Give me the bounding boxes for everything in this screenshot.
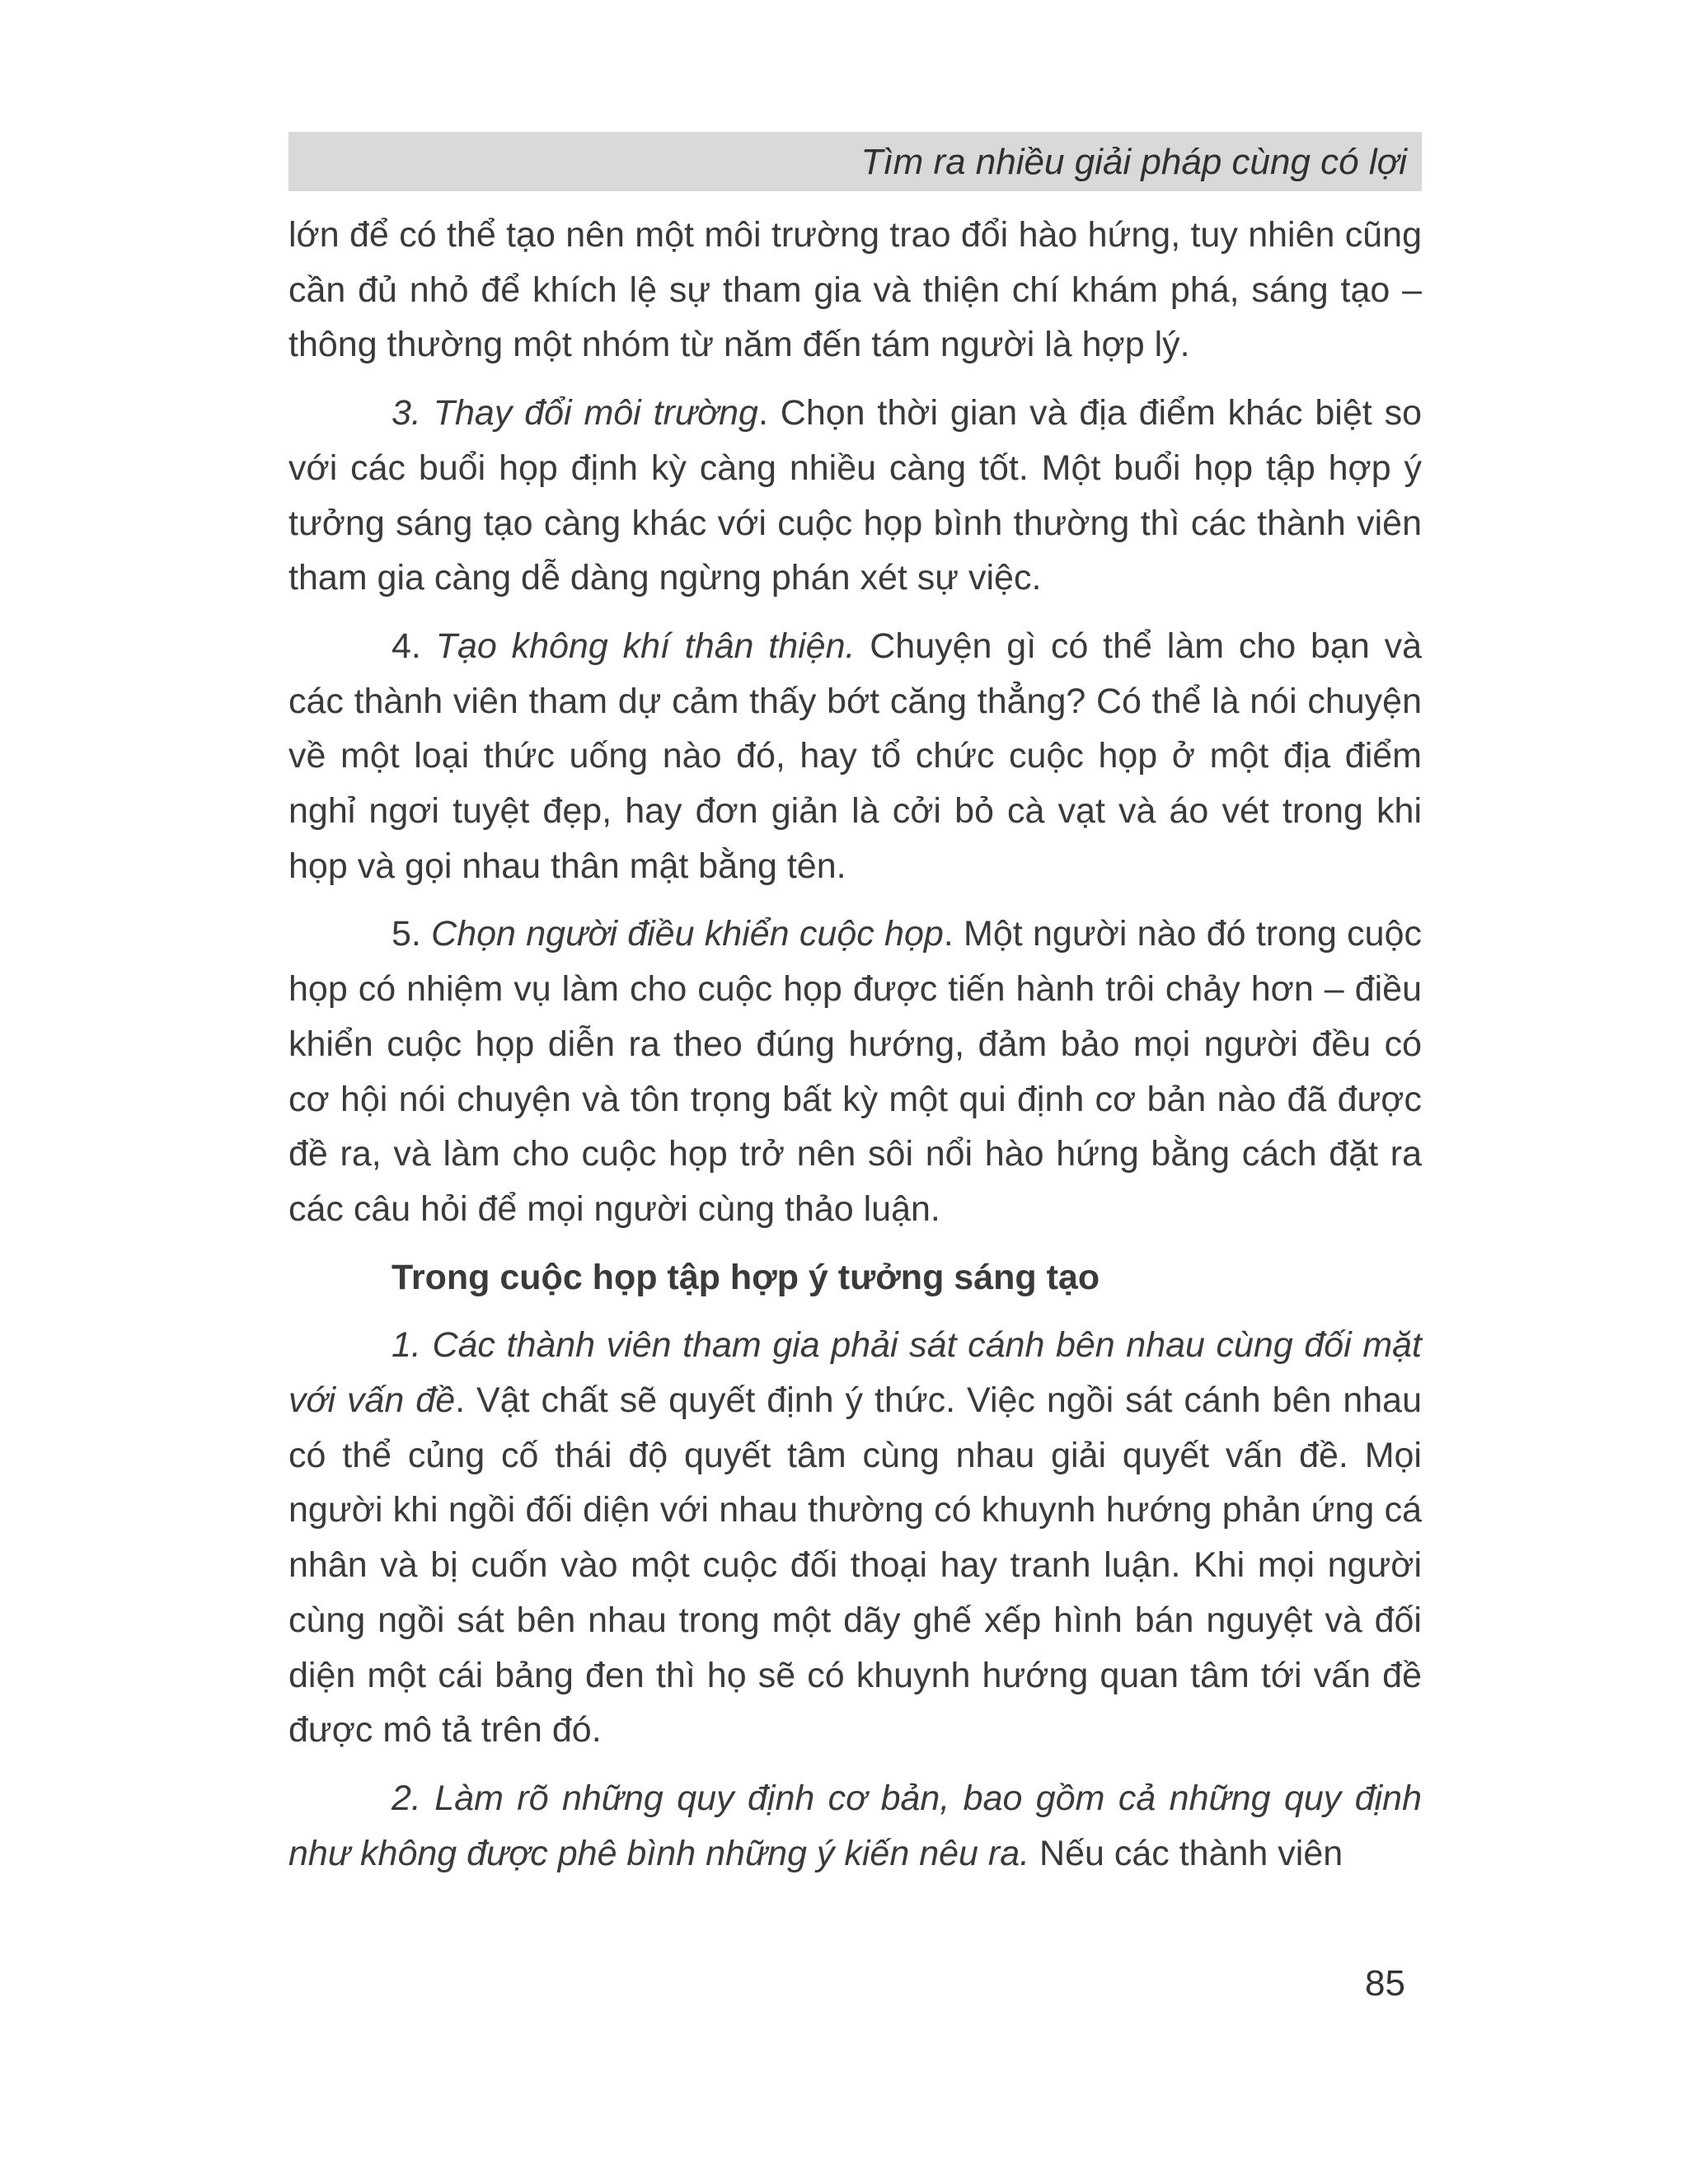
- paragraph-friendly-atmosphere: [288, 619, 1422, 894]
- paragraph-lead: Tạo không khí thân thiện.: [435, 626, 856, 666]
- section-heading: Trong cuộc họp tập hợp ý tưởng sáng tạo: [392, 1257, 1100, 1297]
- paragraph-ground-rules: [288, 1771, 1422, 1881]
- paragraph-lead: 3. Thay đổi môi trường: [392, 393, 758, 434]
- paragraph-choose-facilitator: [288, 907, 1422, 1236]
- paragraph-lead: Chọn người điều khiển cuộc họp: [431, 914, 944, 954]
- running-header: [288, 132, 1422, 191]
- body-text: [288, 208, 1422, 1894]
- running-header-title: Tìm ra nhiều giải pháp cùng có lợi: [860, 142, 1407, 182]
- paragraph-body: . Một người nào đó trong cuộc họp có nhiệm vụ làm cho cuộc họp được tiến hành trôi chảy hơn – điều khiển cuộc họp diễn ra theo đúng hướng, đảm bảo mọi người đều có cơ hội nói chuyện và tôn trọng bất kỳ một qui định cơ bản nào đã được đề ra, và làm cho cuộc họp trở nên sôi nổi hào hứng bằng cách đặt ra các câu hỏi để mọi người cùng thảo luận.: [288, 914, 1422, 1229]
- paragraph-change-environment: [288, 386, 1422, 606]
- paragraph-lead: 2. Làm rõ những quy định cơ bản, bao gồm cả những quy định như không được phê bình những ý kiến nêu ra.: [288, 1778, 1422, 1873]
- paragraph-lead: 1. Các thành viên tham gia phải sát cánh bên nhau cùng đối mặt với vấn đề: [288, 1325, 1422, 1421]
- page-number: 85: [1365, 1963, 1405, 2004]
- paragraph-side-by-side: [288, 1318, 1422, 1758]
- paragraph-body: Chuyện gì có thể làm cho bạn và các thành viên tham dự cảm thấy bớt căng thẳng? Có thể là nói chuyện về một loại thức uống nào đó, hay tổ chức cuộc họp ở một địa điểm nghỉ ngơi tuyệt đẹp, hay đơn giản là cởi bỏ cà vạt và áo vét trong khi họp và gọi nhau thân mật bằng tên.: [288, 626, 1422, 886]
- paragraph-body: Nếu các thành viên: [1029, 1833, 1343, 1873]
- paragraph-continuation: lớn để có thể tạo nên một môi trường trao đổi hào hứng, tuy nhiên cũng cần đủ nhỏ để khích lệ sự tham gia và thiện chí khám phá, sáng tạo – thông thường một nhóm từ năm đến tám người là hợp lý.: [288, 215, 1422, 365]
- paragraph-body: . Vật chất sẽ quyết định ý thức. Việc ngồi sát cánh bên nhau có thể củng cố thái độ quyết tâm cùng nhau giải quyết vấn đề. Mọi người khi ngồi đối diện với nhau thường có khuynh hướng phản ứng cá nhân và bị cuốn vào một cuộc đối thoại hay tranh luận. Khi mọi người cùng ngồi sát bên nhau trong một dãy ghế xếp hình bán nguyệt và đối diện một cái bảng đen thì họ sẽ có khuynh hướng quan tâm tới vấn đề được mô tả trên đó.: [288, 1380, 1422, 1750]
- paragraph-number: 4.: [392, 626, 436, 666]
- paragraph-body: . Chọn thời gian và địa điểm khác biệt so với các buổi họp định kỳ càng nhiều càng tốt. Một buổi họp tập hợp ý tưởng sáng tạo càng khác với cuộc họp bình thường thì các thành viên tham gia càng dễ dàng ngừng phán xét sự việc.: [288, 393, 1422, 598]
- paragraph-number: 5.: [392, 914, 432, 954]
